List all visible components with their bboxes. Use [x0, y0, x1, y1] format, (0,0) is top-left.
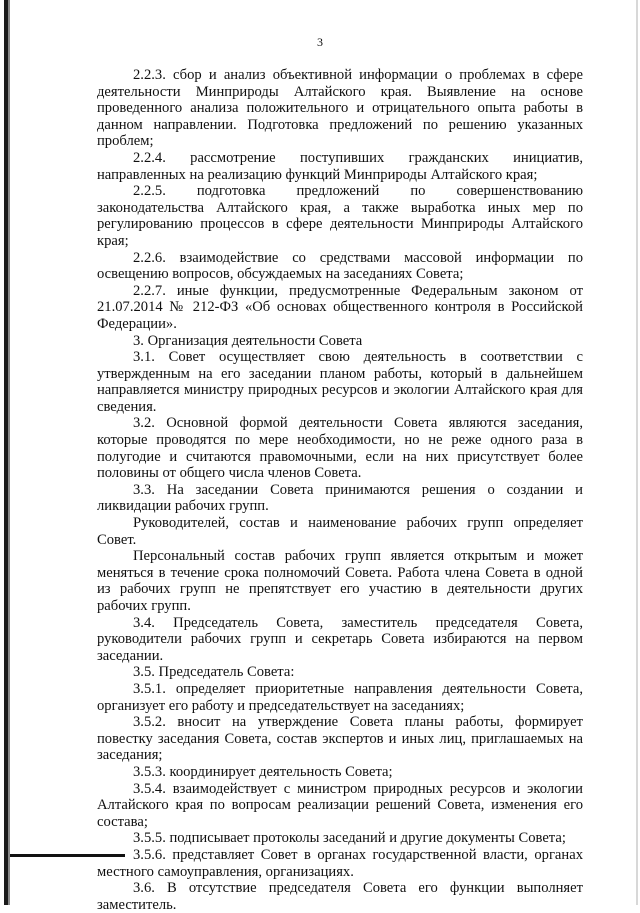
paragraph-2-2-5: 2.2.5. подготовка предложений по совершенствованию законодательства Алтайского края, а также выработка иных мер по регулированию процессов в сфере деятельности Минприроды Алтайского края;: [97, 183, 583, 249]
paragraph-3-5-3: 3.5.3. координирует деятельность Совета;: [133, 763, 393, 780]
scan-edge-right: [636, 0, 638, 905]
section-heading-3: 3. Организация деятельности Совета: [133, 332, 363, 349]
paragraph-3-4: 3.4. Председатель Совета, заместитель председателя Совета, руководители рабочих групп и секретарь Совета избираются на первом заседании.: [97, 614, 583, 664]
paragraph-3-2: 3.2. Основной формой деятельности Совета являются заседания, которые проводятся по мере необходимости, но не реже одного раза в полугодие и считаются правомочными, если на них присутствует более половины от общего числа членов Совета.: [97, 415, 583, 482]
document-body: [97, 67, 583, 913]
bottom-rule: [10, 854, 125, 857]
paragraph-3-3-leaders: Руководителей, состав и наименование рабочих групп определяет Совет.: [97, 515, 583, 548]
paragraph-3-3-composition: Персональный состав рабочих групп является открытым и может меняться в течение срока полномочий Совета. Работа члена Совета в одной из рабочих групп не препятствует его участию в деятельности других рабочих групп.: [97, 548, 583, 614]
paragraph-3-1: 3.1. Совет осуществляет свою деятельность в соответствии с утвержденным на его заседании планом работы, который в дальнейшем направляется министру природных ресурсов и экологии Алтайского края для сведения.: [97, 349, 583, 415]
paragraph-3-5-6: 3.5.6. представляет Совет в органах государственной власти, органах местного самоуправления, организациях.: [97, 846, 583, 880]
page-number: 3: [317, 35, 323, 49]
paragraph-2-2-4: 2.2.4. рассмотрение поступивших гражданских инициатив, направленных на реализацию функций Минприроды Алтайского края;: [97, 149, 583, 183]
scan-edge-left-shadow: [8, 0, 10, 905]
paragraph-2-2-6: 2.2.6. взаимодействие со средствами массовой информации по освещению вопросов, обсуждаемых на заседаниях Совета;: [97, 249, 583, 283]
paragraph-2-2-3: 2.2.3. сбор и анализ объективной информации о проблемах в сфере деятельности Минприроды Алтайского края. Выявление на основе проведенного анализа положительного и отрицательного опыта работы в данном направлении. Подготовка предложений по решению указанных проблем;: [97, 67, 583, 150]
paragraph-3-5-2: 3.5.2. вносит на утверждение Совета планы работы, формирует повестку заседания Совета, состав экспертов и иных лиц, приглашаемых на заседания;: [97, 714, 583, 764]
paragraph-3-5-1: 3.5.1. определяет приоритетные направления деятельности Совета, организует его работу и председательствует на заседаниях;: [97, 680, 583, 714]
paragraph-3-3: 3.3. На заседании Совета принимаются решения о создании и ликвидации рабочих групп.: [97, 481, 583, 515]
paragraph-3-5: 3.5. Председатель Совета:: [133, 664, 295, 681]
paragraph-3-6: 3.6. В отсутствие председателя Совета его функции выполняет заместитель.: [97, 880, 583, 913]
paragraph-2-2-7: 2.2.7. иные функции, предусмотренные Федеральным законом от 21.07.2014 № 212-ФЗ «Об основах общественного контроля в Российской Федерации».: [97, 282, 583, 332]
paragraph-3-5-4: 3.5.4. взаимодействует с министром природных ресурсов и экологии Алтайского края по вопросам реализации решений Совета, изменения его состава;: [97, 780, 583, 830]
paragraph-3-5-5: 3.5.5. подписывает протоколы заседаний и другие документы Совета;: [133, 830, 566, 847]
